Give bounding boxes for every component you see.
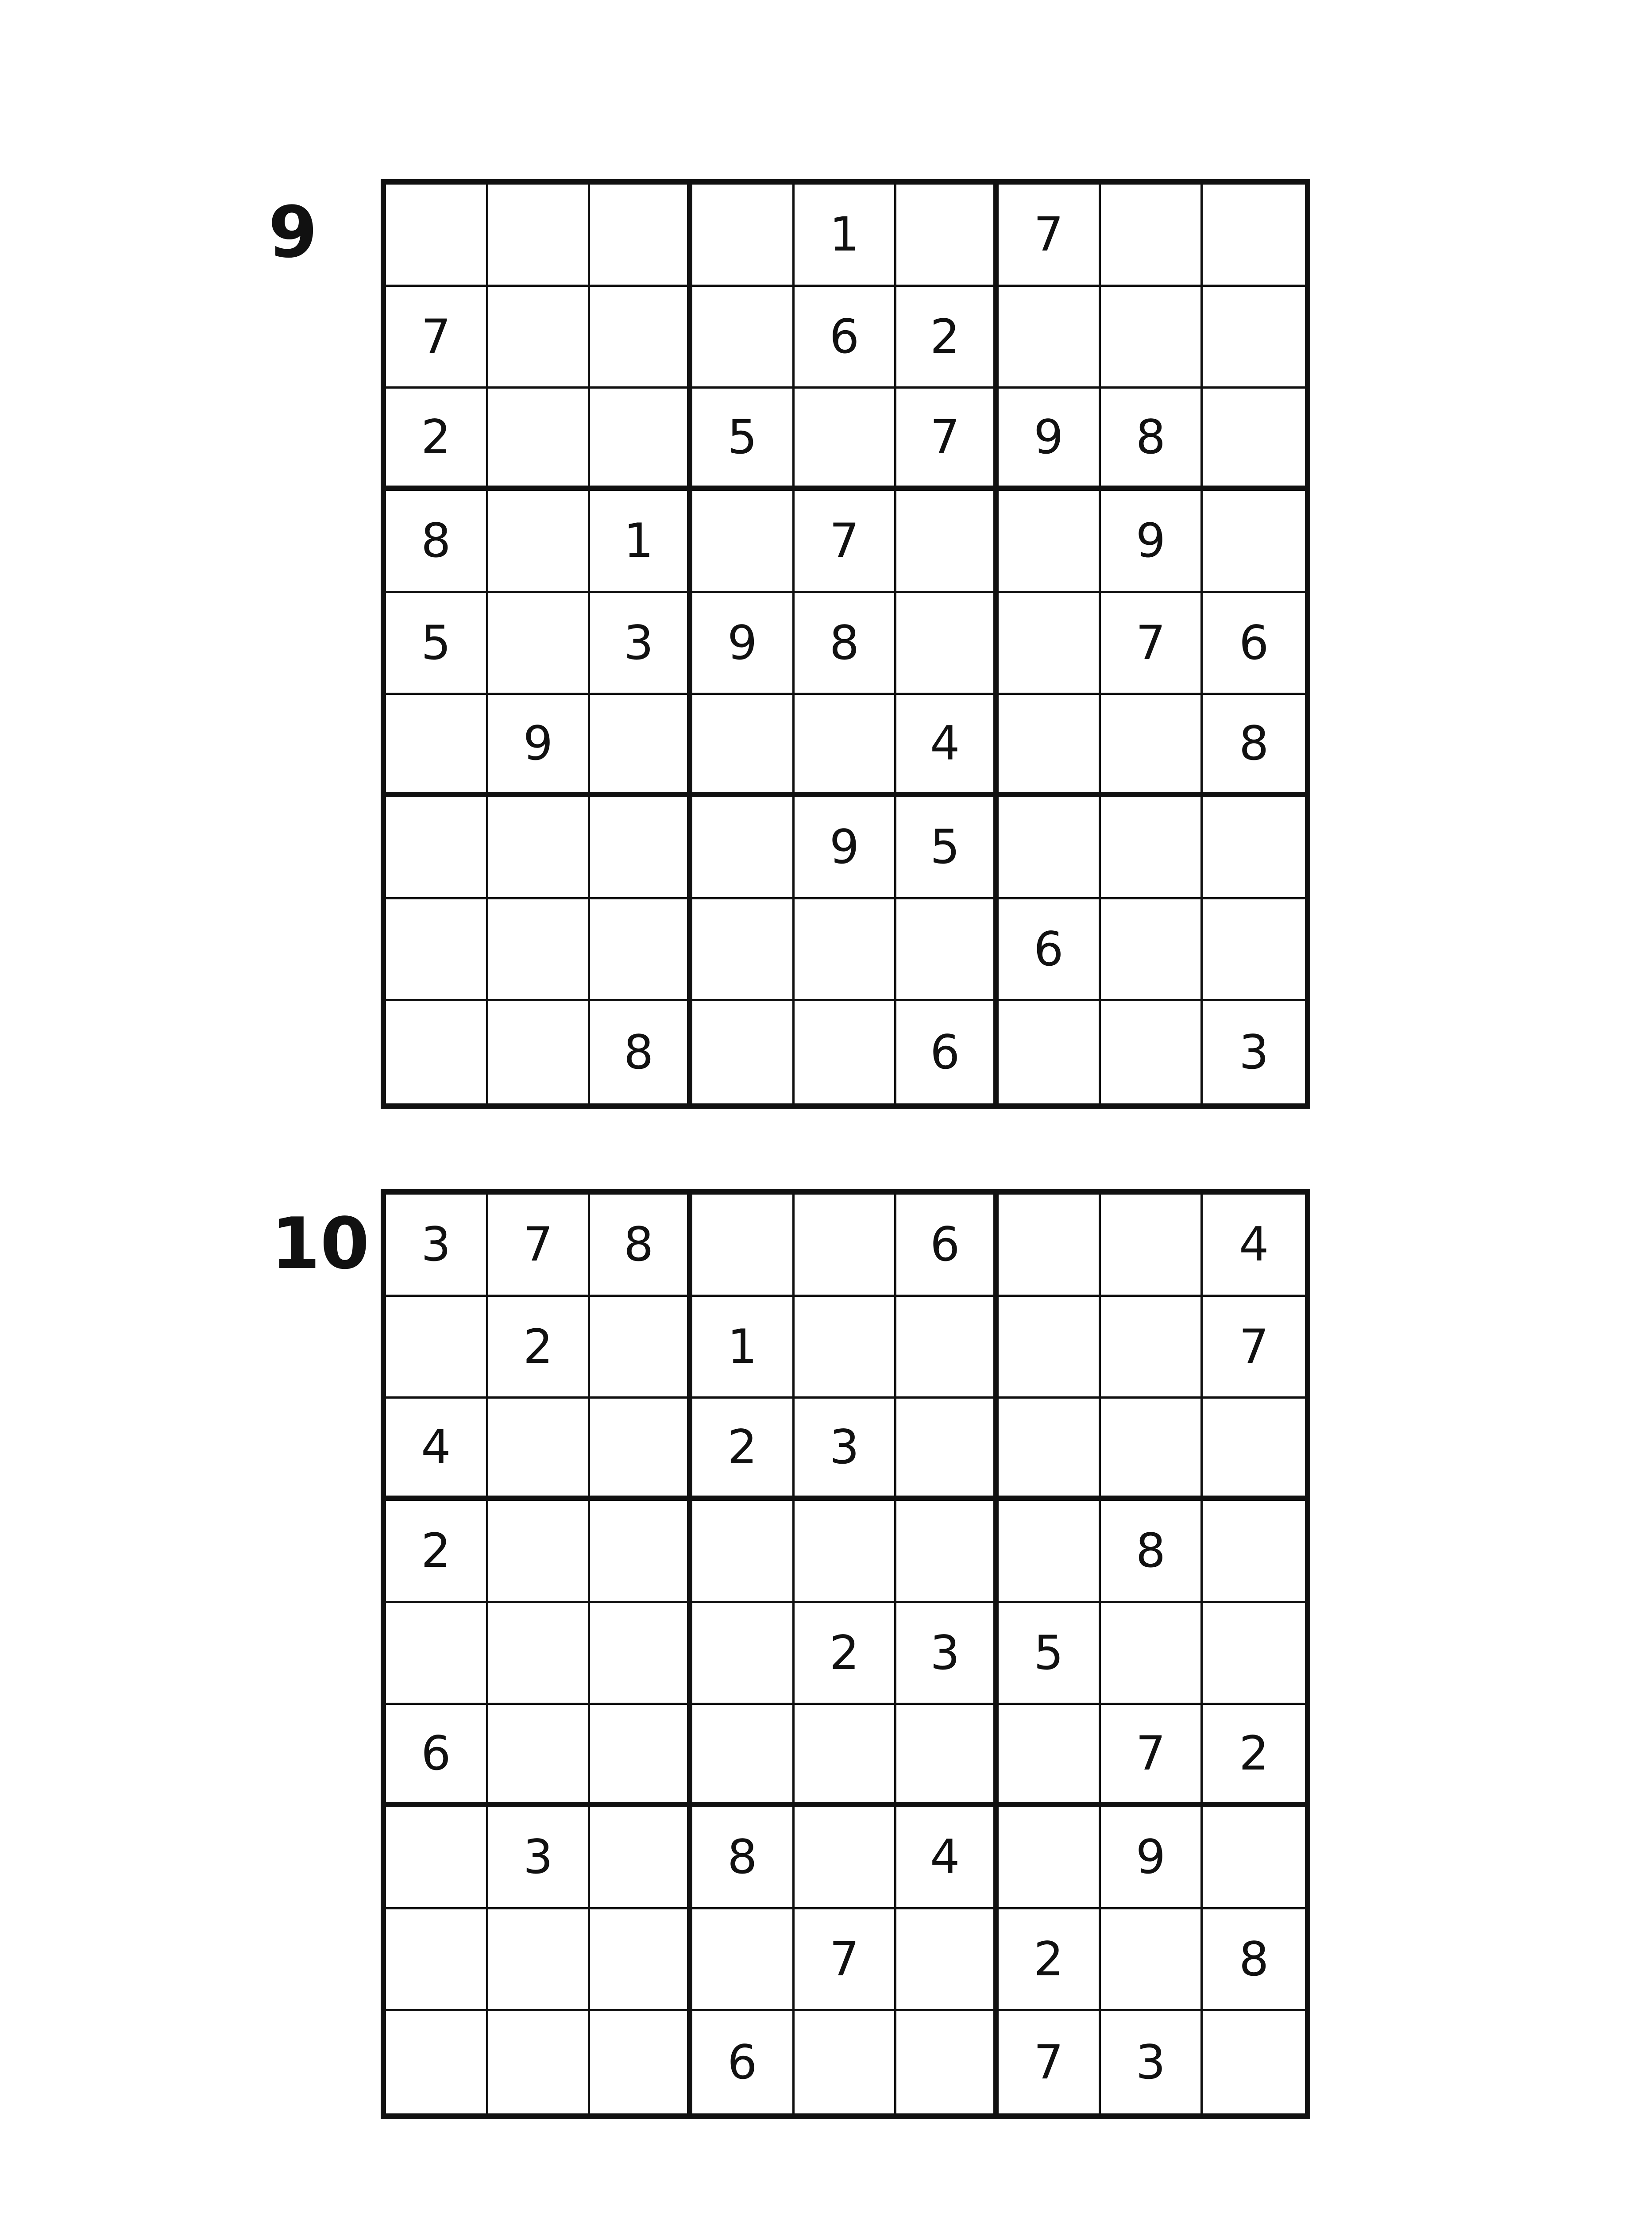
empty-cell[interactable]: [488, 1001, 591, 1103]
empty-cell[interactable]: [590, 695, 692, 797]
empty-cell[interactable]: [692, 185, 795, 287]
empty-cell[interactable]: [590, 2011, 692, 2113]
given-cell[interactable]: 7: [1101, 593, 1203, 695]
empty-cell[interactable]: [1101, 899, 1203, 1002]
given-cell[interactable]: 5: [386, 593, 488, 695]
empty-cell[interactable]: [1101, 287, 1203, 389]
empty-cell[interactable]: [795, 1195, 897, 1297]
given-cell[interactable]: 2: [999, 1909, 1101, 2012]
empty-cell[interactable]: [1101, 1399, 1203, 1501]
given-cell[interactable]: 3: [795, 1399, 897, 1501]
given-cell[interactable]: 9: [795, 797, 897, 899]
empty-cell[interactable]: [999, 1399, 1101, 1501]
empty-cell[interactable]: [999, 1297, 1101, 1399]
given-cell[interactable]: 9: [999, 389, 1101, 491]
given-cell[interactable]: 2: [1203, 1705, 1305, 1807]
given-cell[interactable]: 8: [590, 1195, 692, 1297]
empty-cell[interactable]: [488, 2011, 591, 2113]
empty-cell[interactable]: [795, 2011, 897, 2113]
given-cell[interactable]: 6: [896, 1001, 999, 1103]
empty-cell[interactable]: [590, 389, 692, 491]
given-cell[interactable]: 7: [795, 1909, 897, 2012]
given-cell[interactable]: 6: [386, 1705, 488, 1807]
empty-cell[interactable]: [692, 1909, 795, 2012]
given-cell[interactable]: 8: [692, 1807, 795, 1909]
given-cell[interactable]: 9: [692, 593, 795, 695]
given-cell[interactable]: 7: [896, 389, 999, 491]
empty-cell[interactable]: [896, 1705, 999, 1807]
given-cell[interactable]: 4: [896, 1807, 999, 1909]
given-cell[interactable]: 8: [795, 593, 897, 695]
empty-cell[interactable]: [1203, 389, 1305, 491]
empty-cell[interactable]: [386, 797, 488, 899]
given-cell[interactable]: 7: [999, 185, 1101, 287]
given-cell[interactable]: 3: [590, 593, 692, 695]
empty-cell[interactable]: [692, 797, 795, 899]
empty-cell[interactable]: [386, 185, 488, 287]
given-cell[interactable]: 6: [999, 899, 1101, 1002]
empty-cell[interactable]: [1101, 1195, 1203, 1297]
empty-cell[interactable]: [692, 1001, 795, 1103]
given-cell[interactable]: 5: [692, 389, 795, 491]
empty-cell[interactable]: [386, 2011, 488, 2113]
given-cell[interactable]: 2: [795, 1603, 897, 1705]
empty-cell[interactable]: [999, 1195, 1101, 1297]
empty-cell[interactable]: [1101, 695, 1203, 797]
empty-cell[interactable]: [896, 185, 999, 287]
sudoku-grid: [381, 179, 1310, 1109]
empty-cell[interactable]: [999, 1501, 1101, 1603]
given-cell[interactable]: 2: [692, 1399, 795, 1501]
given-cell[interactable]: 8: [590, 1001, 692, 1103]
empty-cell[interactable]: [590, 1501, 692, 1603]
given-cell[interactable]: 8: [1101, 1501, 1203, 1603]
empty-cell[interactable]: [386, 1807, 488, 1909]
empty-cell[interactable]: [692, 1705, 795, 1807]
empty-cell[interactable]: [1101, 1001, 1203, 1103]
given-cell[interactable]: 3: [1239, 1025, 1269, 1080]
empty-cell[interactable]: [896, 1909, 999, 2012]
empty-cell[interactable]: [386, 899, 488, 1002]
empty-cell[interactable]: [896, 491, 999, 593]
empty-cell[interactable]: [1101, 1603, 1203, 1705]
empty-cell[interactable]: [1203, 797, 1305, 899]
given-cell[interactable]: 8: [386, 491, 488, 593]
empty-cell[interactable]: [488, 389, 591, 491]
empty-cell[interactable]: [488, 797, 591, 899]
given-cell[interactable]: 7: [795, 491, 897, 593]
empty-cell[interactable]: [590, 899, 692, 1002]
given-cell[interactable]: 1: [692, 1297, 795, 1399]
empty-cell[interactable]: [999, 1001, 1101, 1103]
empty-cell[interactable]: [488, 1705, 591, 1807]
given-cell[interactable]: 7: [999, 2011, 1101, 2113]
empty-cell[interactable]: [1203, 185, 1305, 287]
given-cell[interactable]: 8: [1203, 695, 1305, 797]
empty-cell[interactable]: [386, 695, 488, 797]
empty-cell[interactable]: [590, 287, 692, 389]
empty-cell[interactable]: [488, 593, 591, 695]
given-cell[interactable]: 2: [488, 1297, 591, 1399]
given-cell[interactable]: 7: [1101, 1705, 1203, 1807]
empty-cell[interactable]: [795, 695, 897, 797]
empty-cell[interactable]: [692, 695, 795, 797]
empty-cell[interactable]: [386, 1603, 488, 1705]
empty-cell[interactable]: [1203, 1501, 1305, 1603]
empty-cell[interactable]: [590, 1705, 692, 1807]
empty-cell[interactable]: [590, 1297, 692, 1399]
empty-cell[interactable]: [795, 1297, 897, 1399]
empty-cell[interactable]: [1101, 185, 1203, 287]
empty-cell[interactable]: [1203, 1807, 1305, 1909]
empty-cell[interactable]: [590, 797, 692, 899]
empty-cell[interactable]: [692, 1501, 795, 1603]
puzzle-number: 10: [271, 1202, 370, 1285]
empty-cell[interactable]: [590, 1399, 692, 1501]
empty-cell[interactable]: [488, 1909, 591, 2012]
given-cell[interactable]: 3: [488, 1807, 591, 1909]
empty-cell[interactable]: [999, 695, 1101, 797]
empty-cell[interactable]: [795, 1807, 897, 1909]
empty-cell[interactable]: [795, 899, 897, 1002]
given-cell[interactable]: 6: [1203, 593, 1305, 695]
given-cell[interactable]: 9: [1101, 491, 1203, 593]
empty-cell[interactable]: [590, 1909, 692, 2012]
empty-cell[interactable]: [795, 389, 897, 491]
empty-cell[interactable]: [1203, 899, 1305, 1002]
empty-cell[interactable]: [1203, 1603, 1305, 1705]
empty-cell[interactable]: [488, 185, 591, 287]
empty-cell[interactable]: [999, 593, 1101, 695]
given-cell[interactable]: 8: [1203, 1909, 1305, 2012]
given-cell[interactable]: 1: [795, 185, 897, 287]
empty-cell[interactable]: [795, 1705, 897, 1807]
empty-cell[interactable]: [692, 491, 795, 593]
sudoku-grid: [381, 1189, 1310, 2119]
given-cell[interactable]: 2: [386, 389, 488, 491]
given-cell[interactable]: 4: [1203, 1195, 1305, 1297]
empty-cell[interactable]: [1203, 1399, 1305, 1501]
given-cell[interactable]: 1: [590, 491, 692, 593]
given-cell[interactable]: 5: [999, 1603, 1101, 1705]
empty-cell[interactable]: [999, 1705, 1101, 1807]
empty-cell[interactable]: [488, 287, 591, 389]
empty-cell[interactable]: [1203, 2011, 1305, 2113]
empty-cell[interactable]: [692, 899, 795, 1002]
given-cell[interactable]: 4: [896, 695, 999, 797]
empty-cell[interactable]: [999, 491, 1101, 593]
given-cell[interactable]: 6: [896, 1195, 999, 1297]
empty-cell[interactable]: [590, 1603, 692, 1705]
empty-cell[interactable]: [692, 1603, 795, 1705]
empty-cell[interactable]: [488, 1603, 591, 1705]
puzzle-number: 9: [268, 191, 318, 274]
empty-cell[interactable]: [590, 185, 692, 287]
given-cell[interactable]: 7: [1203, 1297, 1305, 1399]
empty-cell[interactable]: [488, 491, 591, 593]
empty-cell[interactable]: [488, 1399, 591, 1501]
empty-cell[interactable]: [896, 1297, 999, 1399]
empty-cell[interactable]: [590, 1807, 692, 1909]
empty-cell[interactable]: [692, 287, 795, 389]
empty-cell[interactable]: [896, 593, 999, 695]
given-cell[interactable]: 5: [896, 797, 999, 899]
given-cell[interactable]: 7: [488, 1195, 591, 1297]
given-cell[interactable]: 7: [386, 287, 488, 389]
given-cell[interactable]: 2: [386, 1501, 488, 1603]
empty-cell[interactable]: [795, 1501, 897, 1603]
empty-cell[interactable]: [1101, 1909, 1203, 2012]
empty-cell[interactable]: [488, 1501, 591, 1603]
given-cell[interactable]: 3: [386, 1195, 488, 1297]
empty-cell[interactable]: [896, 2011, 999, 2113]
given-cell[interactable]: 4: [386, 1399, 488, 1501]
empty-cell[interactable]: [896, 1399, 999, 1501]
given-cell[interactable]: 3: [1101, 2011, 1203, 2113]
empty-cell[interactable]: [1203, 287, 1305, 389]
given-cell[interactable]: 8: [1101, 389, 1203, 491]
empty-cell[interactable]: [386, 1909, 488, 2012]
empty-cell[interactable]: [999, 797, 1101, 899]
empty-cell[interactable]: [1203, 491, 1305, 593]
empty-cell[interactable]: [488, 899, 591, 1002]
empty-cell[interactable]: [896, 899, 999, 1002]
given-cell[interactable]: 9: [1101, 1807, 1203, 1909]
empty-cell[interactable]: [999, 1807, 1101, 1909]
given-cell[interactable]: 6: [692, 2011, 795, 2113]
given-cell[interactable]: 3: [896, 1603, 999, 1705]
empty-cell[interactable]: [1101, 1297, 1203, 1399]
given-cell[interactable]: 9: [488, 695, 591, 797]
empty-cell[interactable]: [1101, 797, 1203, 899]
empty-cell[interactable]: [692, 1195, 795, 1297]
empty-cell[interactable]: [386, 1001, 488, 1103]
empty-cell[interactable]: [999, 287, 1101, 389]
given-cell[interactable]: 6: [795, 287, 897, 389]
empty-cell[interactable]: [795, 1001, 897, 1103]
given-cell[interactable]: 2: [896, 287, 999, 389]
empty-cell[interactable]: [896, 1501, 999, 1603]
empty-cell[interactable]: [386, 1297, 488, 1399]
